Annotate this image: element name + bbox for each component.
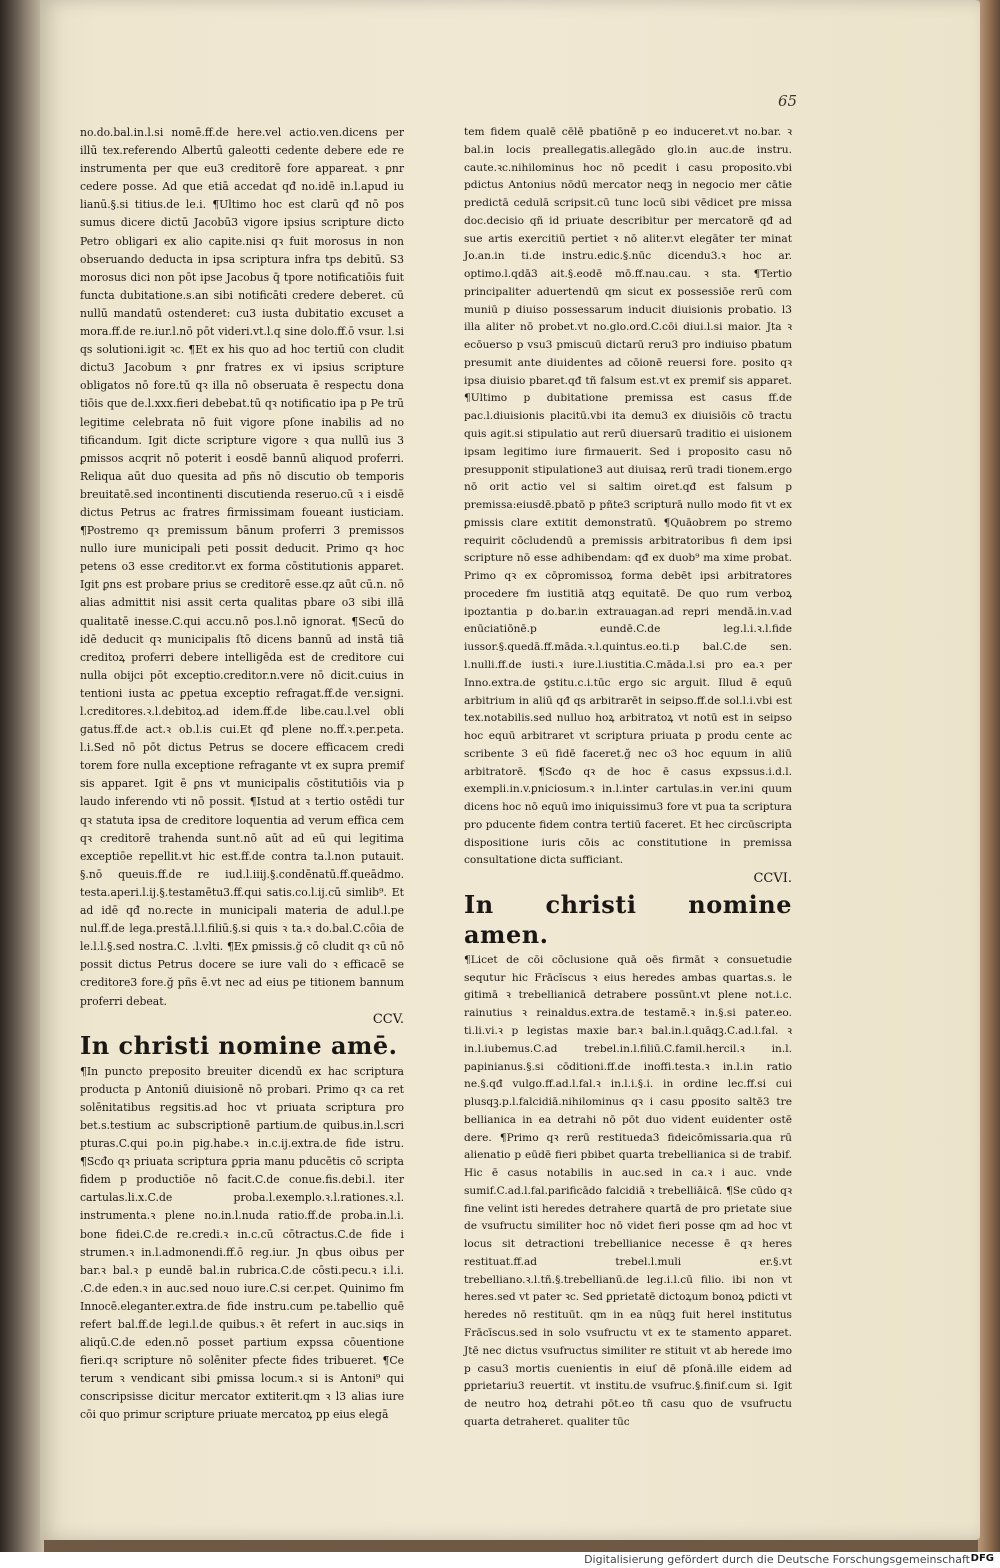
right-text-block-1: tem fidem qualē cēlē pbatiōnē p eo induceret.vt no.bar. ꝛ bal.in locis preallegatis.allegādo glo.in auc.de instru. caute.ꝛc.nihilominus hoc nō pcedit i casu proposito.vbi pdictus Antonius nōdū mercator neqꝫ in negocio mer cātie predictā cedulā scripsit.cū tunc locū sibi vēdicet pre missa doc.decisio qñ id priuate describitur per mercatorē qđ ad sue artis exercitiū pertiet ꝛ nō aliter.vt elegāter ter minat Jo.an.in ti.de instru.edic.§.nūc dicendu3.ꝛ hoc ar. optimo.l.qdā3 ait.§.eodē mō.ff.nau.cau. ꝛ sta. ¶Tertio principaliter aduertendū qm sicut ex possessiōe rerū com muniū p diuiso possessarum inducit diuisionis probatio. l3 illa aliter nō probet.vt no.glo.ord.C.cōi diui.l.si maior. Jta ꝛ ecōuerso p vsu3 pmiscuū dictarū reru3 pro indiuiso pbatum presumit ante diuidentes ad cōionē reuersi fore. posito qꝛ ipsa diuisio pbaret.qđ tñ falsum est.vt ex premif sis apparet. ¶Ultimo p dubitatione premissa est casus ff.de pac.l.diuisionis placitū.vbi ita demu3 ex diuisiōis cō tractu quis agit.si stipulatio aut rerū diuersarū traditio ei uisionem ipsam legitimo iure firmauerit. Sed i proposito casu nō presupponit stipulatione3 aut diuisaꝝ rerū tradi tionem.ergo nō orit actio vel si saltim oiret.qđ est falsum p premissa:eiusdē.pbatō p pñte3 scripturā nullo modo fit vt ex ꝑmissis clare extitit demonstratū. ¶Quāobrem po stremo requirit cōcludendū a premissis arbitratoribus fi dem ipsi scripture nō esse adhibendam: qđ ex duob⁹ ma xime probat. Primo qꝛ ex cōpromissoꝝ forma debēt ipsi arbitratores procedere fm iustitiā atqꝫ equitatē. De quo rum verboꝝ ipoztantia p do.bar.in extrauagan.ad repri mendā.in.v.ad enūciatiōnē.p eundē.C.de leg.l.i.ꝛ.l.fide iussor.§.quedā.ff.māda.ꝛ.l.quintus.eo.ti.p bal.C.de sen. l.nulli.ff.de iusti.ꝛ iure.l.iustitia.C.māda.l.si pro ea.ꝛ per Inno.extra.de ꝯstitu.c.i.tūc ergo sic arguit. Illud ē equū arbitrium in aliū qđ qs arbitrarēt in seipso.ff.de sol.l.i.vbi est tex.notabilis.sed nulluo hoꝝ arbitratoꝝ vt notū est in seipso hoc equū arbitraret vt scriptura priuata p produ cente ac scribente 3 eū fidē faceret.ğ nec o3 hoc equum in aliū arbitratorē. ¶Scđo qꝛ de hoc ē casus expssus.i.d.l. exempli.in.v.ꝑniciosum.ꝛ in.l.inter cartulas.in ver.ini quum dicens hoc nō equū imo iniquissimu3 fore vt pua ta scriptura pro pducente fidem contra tertiū faceret. Et hec circūscripta dispositione iuris cōis ac constitutione in premissa consultatione dicta sufficiant. — [464, 126, 792, 867]
page-number: 65 — [778, 92, 798, 110]
right-text-block-2: ¶Licet de cōi cōclusione quā oēs firmāt ꝛ consuetudie sequtur hic Frācīscus ꝛ eius heredes ambas quartas.s. le gitimā ꝛ trebellianicā detrabere possūnt.vt plene not.i.c. rainutius ꝛ reinaldus.extra.de testamē.ꝛ in.§.si pater.eo. ti.li.vi.ꝛ p legistas maxie bar.ꝛ bal.in.l.quāqꝫ.C.ad.l.fal. ꝛ in.l.iubemus.C.ad trebel.in.l.filiū.C.famil.hercil.ꝛ in.l. papinianus.§.si cōditioni.ff.de inoffi.testa.ꝛ in.l.in ratio ne.§.qđ vulgo.ff.ad.l.fal.ꝛ in.l.i.§.i. in ordine lec.ff.si cui plusqꝫ.p.l.falcidiā.nihilominus qꝛ i casu ꝑposito saltē3 tre bellianica in ea detrahi nō pōt duo vident euidenter ostē dere. ¶Primo qꝛ rerū restitueda3 fideicōmissaria.qua rū alienatio p eūdē fieri pbibet quarta trebellianica si de trabif. Hic ē casus notabilis in auc.sed in ca.ꝛ i auc. vnde sumif.C.ad.l.fal.parificādo falcidiā ꝛ trebelliāicā. ¶Se cūdo qꝛ fine velint isti heredes detrahere quartā de pro prietate siue de vsufructu similiter hoc nō videt fieri posse qm ad hoc vt locus sit detractioni trebellianice necesse ē qꝛ heres restituat.ff.ad trebel.l.muli er.§.vt trebelliano.ꝛ.l.tñ.§.trebellianū.de leg.i.l.cū filio. ibi non vt heres.sed vt pater ꝛc. Sed ꝑprietatē dictoꝝum bonoꝝ pdicti vt heredes nō restituūt. qm in ea nūqꝫ fuit herel institutus Frācīscus.sed in solo vsufructu vt ex te stamento apparet. Jtē nec dictus vsufructus similiter re stituit vt ab herede imo p casu3 mortis cuenientis in eiuſ dē pſonā.ille eidem ad ꝑprietariu3 reuertit. vt institu.de vsufruc.§.finif.cum si. Igit de neutro hoꝝ detrahi pōt.eo tñ casu quo de vsufructu quarta detraheret. qualiter tūc — [464, 953, 792, 1428]
left-text-block-1: no.do.bal.in.l.si nomē.ff.de here.vel actio.ven.dicens per illū tex.referendo Albertū galeotti cedente debere ede re instrumenta per que eu3 creditorē fore appareat. ꝛ ꝑnr cedere posse. Ad que etiā accedat qđ no.idē in.l.apud iu lianū.§.si titius.de le.i. ¶Ultimo hoc est clarū qđ nō pos sumus dicere dictū Jacobū3 vigore ipsius scripture dicto Petro obligari ex alio capite.nisi qꝛ fuit morosus in non obseruando deducta in ipsa scriptura infra tps debitū. S3 morosus dici non pōt ipse Jacobus q̄ tpore notificatiōis fuit functa dubitatione.s.an sibi notificāti credere deberet. cū nullū mandatū ostenderet: cu3 iusta dubitatio excuset a mora.ff.de re.iur.l.nō pōt videri.vt.l.q sine dolo.ff.ō vsur. l.si qs solutioni.igit ꝛc. ¶Et ex his quo ad hoc tertiū con cludit dictu3 Jacobum ꝛ ꝑnr fratres ex vi ipsius scripture obligatos nō fore.tū qꝛ illa nō obseruata ē respectu dona tiōis que de.l.xxx.fieri debebat.tū qꝛ notificatio ipa p Pe trū legitime celebrata nō fuit vigore pſone inabilis ad no tificandum. Igit dicte scripture vigore ꝛ qua nullū ius 3 ꝑmissos acqrit nō poterit i eosdē bannū aliquod proferri. Reliqua aūt duo quesita ad pñs nō discutio ob temporis breuitatē.sed incontinenti discutienda reseruo.cū ꝛ i eisdē dictus Petrus ac fratres firmissimam foueant iusticiam. ¶Postremo qꝛ premissum bānum proferri 3 premissos nullo iure municipali peti possit deducit. Primo qꝛ hoc petens o3 esse creditor.vt ex forma cōstitutionis apparet. Igit ꝑns est probare prius se creditorē esse.qz aūt cū.n. nō alias admittit nisi assit certa qualitas pbare o3 sibi illā qualitatē inesse.C.qui accu.nō pos.l.nō ignorat. ¶Secū do idē deducit qꝛ municipalis ſtō dicens bannū ad instā tiā creditoꝝ proferri debere intelligēda est de creditore cui nulla obijci pōt exceptio.creditor.n.vere nō dicit.cuius in tentioni iusta ac ꝑpetua exceptio refragat.ff.de ver.signi. l.creditores.ꝛ.l.debitoꝝ.ad idem.ff.de libe.cau.l.vel obli gatus.ff.de act.ꝛ ob.l.is cui.Et qđ plene no.ff.ꝛ.per.peta. l.i.Sed nō pōt dictus Petrus se docere efficacem credi torem fore nulla exceptione refragante vt ex supra premif sis apparet. Igit ē ꝑns vt municipalis cōstitutiōis via p laudo inferendo vti nō possit. ¶Istud at ꝛ tertio ostēdi tur qꝛ statuta ipsa de creditore loquentia ad verum effica cem qꝛ creditorē trahenda sunt.nō aūt ad eū qui legitima exceptiōe repellit.vt hic est.ff.de contra ta.l.non putauit. §.nō queuis.ff.de re iud.l.iiij.§.condēnatū.ff.queādmo. testa.aperi.l.ij.§.testamētu3.ff.qui satis.co.l.ij.cū simlib⁹. Et ad idē qđ no.recte in municipali materia de adul.l.pe nul.ff.de lega.prestā.l.l.filiū.§.si quis ꝛ ta.ꝛ do.bal.C.cōia de le.l.l.§.sed nostra.C. .l.vlti. ¶Ex ꝑmissis.ğ cō cludit qꝛ cū nō possit dictus Petrus docere se iure vali do ꝛ efficacē se creditore3 fore.ğ pñs ē.vt nec ad eius pe titionem bannum proferri debeat. — [80, 126, 404, 1008]
section-number-ccvi: CCVI. — [753, 871, 792, 887]
dfg-logo: DFG — [970, 1553, 994, 1564]
book-page-edges — [0, 0, 44, 1568]
book-binding — [978, 0, 1000, 1568]
section-heading-left: In christi nomine amē. — [80, 1030, 398, 1060]
left-column — [80, 124, 404, 1425]
right-column — [464, 124, 792, 1432]
section-heading-right: In christi nomine amen. — [464, 889, 792, 949]
footer-credit: Digitalisierung gefördert durch die Deutsche Forschungsgemeinschaft — [584, 1553, 970, 1566]
left-text-block-2: ¶In puncto preposito breuiter dicendū ex hac scriptura producta p Antoniū diuisionē nō probari. Primo qꝛ ca ret solēnitatibus regsitis.ad hoc vt priuata scriptura pro bet.s.testium ac subscriptionē partium.de quibus.in.l.scri pturas.C.qui po.in pig.habe.ꝛ in.c.ij.extra.de fide istru. ¶Scđo qꝛ priuata scriptura ꝑpria manu pducētis cō scripta fidem p productiōe nō facit.C.de conue.fis.debi.l. iter cartulas.li.x.C.de proba.l.exemplo.ꝛ.l.rationes.ꝛ.l. instrumenta.ꝛ plene no.in.l.nuda ratio.ff.de proba.in.l.i. bone fidei.C.de re.credi.ꝛ in.c.cū cōtractus.C.de fide i strumen.ꝛ in.l.admonendi.ff.ō reg.iur. Jn qbus oibus per bar.ꝛ bal.ꝛ p eundē bal.in rubrica.C.de cōsti.pecu.ꝛ i.l.i. .C.de eden.ꝛ in auc.sed nouo iure.C.si cer.pet. Quinimo fm Innocē.eleganter.extra.de fide instru.cum pe.tabellio quē refert bal.ff.de legi.l.de quibus.ꝛ ēt refert in auc.siqs in aliqū.C.de eden.nō posset partium expssa cōuentione fieri.qꝛ scripture nō solēniter pfecte fides tribueret. ¶Ce terum ꝛ vendicant sibi ꝑmissa locum.ꝛ si is Antoni⁹ qui conscripsisse dicitur mercator extiterit.qm ꝛ l3 alias iure cōi quo primur scripture priuate mercatoꝝ pp eius elegā — [80, 1064, 404, 1422]
section-number-ccv: CCV. — [372, 1011, 404, 1027]
